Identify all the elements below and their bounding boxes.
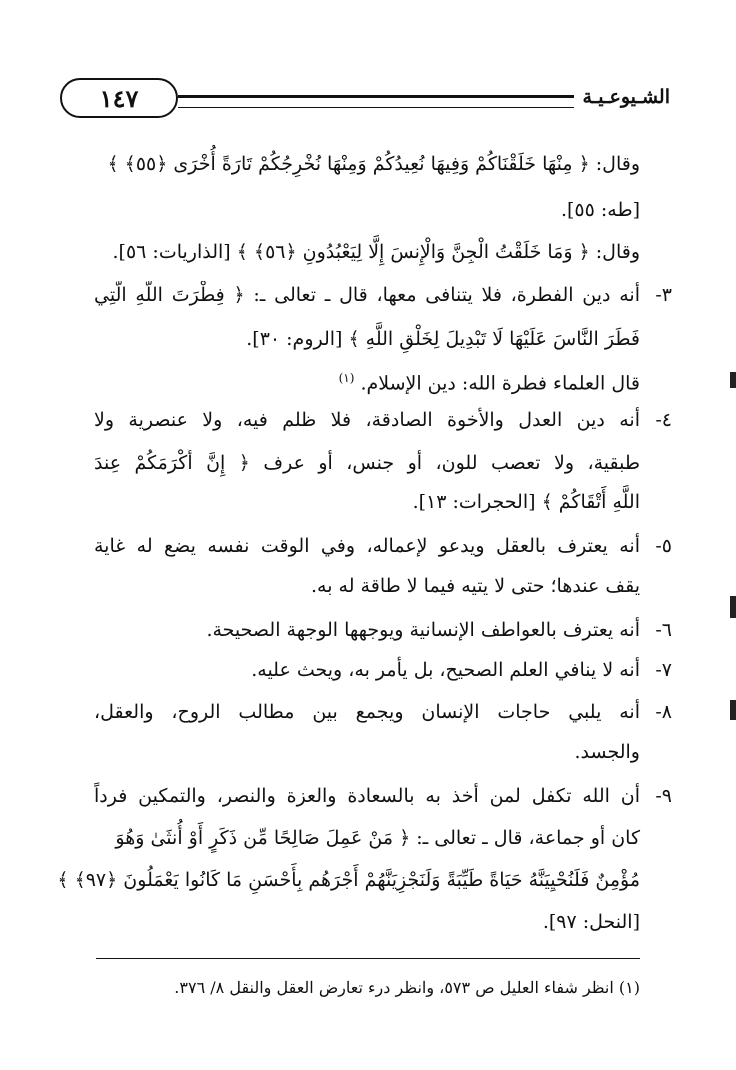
- item-number: ٥-: [655, 535, 672, 557]
- scan-edge-mark: [730, 700, 736, 720]
- item-number: ٦-: [655, 619, 672, 641]
- item-number: ٤-: [655, 409, 672, 431]
- text-line: أنه يعترف بالعقل ويدعو لإعماله، وفي الوقت نفسه يضع له غاية: [94, 535, 640, 557]
- text-line: أنه يعترف بالعواطف الإنسانية ويوجهها الوجهة الصحيحة.: [206, 619, 640, 641]
- text-line: طبقية، ولا تعصب للون، أو جنس، أو عرف ﴿ إِنَّ أَكْرَمَكُمْ عِندَ: [94, 452, 640, 474]
- text-line: أنه دين العدل والأخوة الصادقة، فلا ظلم فيه، ولا عنصرية ولا: [94, 409, 640, 431]
- scan-edge-mark: [730, 372, 736, 388]
- text-line: اللَّهِ أَتْقَاكُمْ ﴾ [الحجرات: ١٣].: [412, 491, 640, 513]
- text-line: وقال: ﴿ مِنْهَا خَلَقْنَاكُمْ وَفِيهَا نُعِيدُكُمْ وَمِنْهَا نُخْرِجُكُمْ تَارَةً أُخْرَى ﴿٥٥﴾ ﴾: [107, 153, 640, 175]
- text-line: [النحل: ٩٧].: [542, 911, 640, 933]
- text-line: مُؤْمِنٌ فَلَنُحْيِيَنَّهُ حَيَاةً طَيِّبَةً وَلَنَجْزِيَنَّهُمْ أَجْرَهُم بِأَحْسَنِ مَا كَانُوا يَعْمَلُونَ ﴿٩٧﴾ ﴾: [57, 869, 640, 891]
- page-header: [60, 78, 670, 122]
- footnote-divider: [96, 958, 640, 959]
- running-title: الشـيوعـيـة: [582, 86, 670, 108]
- text-line: أن الله تكفل لمن أخذ به بالسعادة والعزة والنصر، والتمكين فرداً: [94, 785, 640, 807]
- text-line: [طه: ٥٥].: [560, 199, 640, 221]
- text-line: أنه دين الفطرة، فلا يتنافى معها، قال ـ تعالى ـ: ﴿ فِطْرَتَ اللَّهِ الَّتِي: [94, 284, 640, 306]
- item-number: ٣-: [655, 284, 672, 306]
- text-line: أنه لا ينافي العلم الصحيح، بل يأمر به، ويحث عليه.: [251, 659, 640, 681]
- scan-edge-mark: [730, 596, 736, 618]
- text-line: أنه يلبي حاجات الإنسان ويجمع بين مطالب الروح، والعقل،: [94, 701, 640, 723]
- line-text: قال العلماء فطرة الله: دين الإسلام.: [360, 372, 640, 395]
- text-line: والجسد.: [574, 741, 640, 763]
- footnote-text: (١) انظر شفاء العليل ص ٥٧٣، وانظر درء تعارض العقل والنقل ٨/ ٣٧٦.: [174, 978, 640, 997]
- item-number: ٩-: [655, 785, 672, 807]
- text-line: وقال: ﴿ وَمَا خَلَقْتُ الْجِنَّ وَالْإِنسَ إِلَّا لِيَعْبُدُونِ ﴿٥٦﴾ ﴾ [الذاريات: ٥٦].: [112, 241, 640, 263]
- text-line: كان أو جماعة، قال ـ تعالى ـ: ﴿ مَنْ عَمِلَ صَالِحًا مِّن ذَكَرٍ أَوْ أُنثَىٰ وَهُوَ: [115, 827, 640, 849]
- text-line: فَطَرَ النَّاسَ عَلَيْهَا لَا تَبْدِيلَ لِخَلْقِ اللَّهِ ﴾ [الروم: ٣٠].: [246, 328, 640, 350]
- text-line: يقف عندها؛ حتى لا يتيه فيما لا طاقة له به.: [310, 575, 640, 597]
- item-number: ٨-: [655, 701, 672, 723]
- item-number: ٧-: [655, 659, 672, 681]
- footnote-marker: (١): [338, 371, 355, 385]
- text-line-with-footnote: [94, 364, 640, 397]
- header-double-rule: [178, 95, 574, 108]
- page-number-badge: ١٤٧: [60, 78, 178, 118]
